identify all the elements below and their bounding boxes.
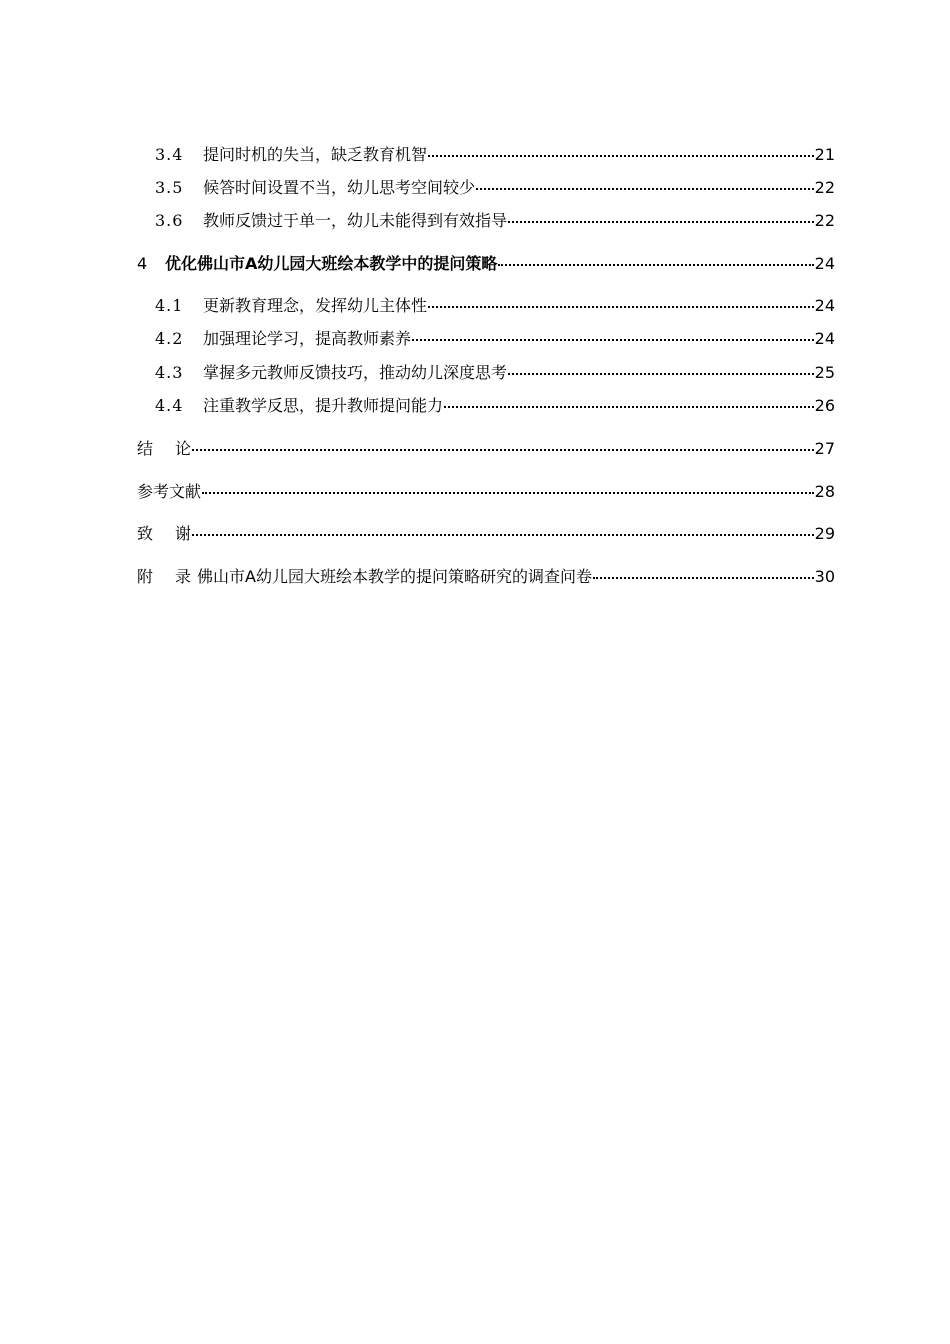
toc-entry-3-6[interactable] bbox=[155, 211, 835, 231]
toc-entry-title: 结论 bbox=[137, 439, 214, 458]
toc-entry-acknowledgements[interactable] bbox=[137, 524, 835, 544]
toc-entry-page: 28 bbox=[814, 482, 835, 501]
toc-entry-4-1[interactable] bbox=[155, 296, 835, 316]
toc-entry-page: 29 bbox=[814, 524, 835, 543]
toc-entry-page: 22 bbox=[814, 178, 835, 197]
toc-dot-leader bbox=[192, 449, 814, 451]
toc-entry-3-5[interactable] bbox=[155, 178, 835, 198]
toc-dot-leader bbox=[508, 373, 814, 375]
toc-dot-leader bbox=[192, 534, 814, 536]
toc-entry-page: 24 bbox=[814, 296, 835, 315]
toc-entry-page: 27 bbox=[814, 439, 835, 458]
toc-entry-chapter-4[interactable] bbox=[137, 254, 835, 274]
toc-entry-page: 21 bbox=[814, 145, 835, 164]
toc-entry-title: 致谢 bbox=[137, 524, 214, 543]
toc-entry-number: 3.5 bbox=[155, 178, 184, 197]
toc-dot-leader bbox=[444, 406, 814, 408]
toc-appendix-label: 附录 bbox=[137, 567, 214, 586]
toc-dot-leader bbox=[476, 188, 814, 190]
toc-entry-3-4[interactable] bbox=[155, 145, 835, 165]
toc-entry-number: 4.1 bbox=[155, 296, 184, 315]
toc-dot-leader bbox=[412, 339, 814, 341]
toc-entry-number: 4.2 bbox=[155, 329, 184, 348]
toc-entry-title: 掌握多元教师反馈技巧，推动幼儿深度思考 bbox=[203, 363, 508, 382]
toc-entry-page: 24 bbox=[814, 254, 835, 273]
toc-entry-4-3[interactable] bbox=[155, 363, 835, 383]
toc-entry-title: 参考文献 bbox=[137, 482, 202, 501]
toc-entry-4-4[interactable] bbox=[155, 396, 835, 416]
toc-entry-title: 注重教学反思，提升教师提问能力 bbox=[203, 396, 444, 415]
toc-dot-leader bbox=[202, 492, 814, 494]
toc-entry-appendix[interactable] bbox=[137, 567, 835, 587]
toc-entry-4-2[interactable] bbox=[155, 329, 835, 349]
toc-entry-number: 4 bbox=[137, 254, 148, 273]
toc-entry-references[interactable] bbox=[137, 482, 835, 502]
toc-entry-conclusion[interactable] bbox=[137, 439, 835, 459]
toc-entry-page: 25 bbox=[814, 363, 835, 382]
toc-entry-page: 22 bbox=[814, 211, 835, 230]
toc-entry-title: 优化佛山市A幼儿园大班绘本教学中的提问策略 bbox=[165, 254, 498, 273]
toc-entry-page: 30 bbox=[814, 567, 835, 586]
toc-entry-title: 教师反馈过于单一，幼儿未能得到有效指导 bbox=[203, 211, 508, 230]
toc-entry-number: 4.3 bbox=[155, 363, 184, 382]
toc-entry-title: 提问时机的失当，缺乏教育机智 bbox=[203, 145, 428, 164]
toc-dot-leader bbox=[428, 155, 814, 157]
toc-entry-number: 3.6 bbox=[155, 211, 184, 230]
toc-entry-title: 更新教育理念，发挥幼儿主体性 bbox=[203, 296, 428, 315]
toc-dot-leader bbox=[428, 306, 814, 308]
toc-entry-number: 4.4 bbox=[155, 396, 184, 415]
toc-dot-leader bbox=[508, 221, 814, 223]
toc-entry-number: 3.4 bbox=[155, 145, 184, 164]
toc-entry-page: 24 bbox=[814, 329, 835, 348]
toc-entry-title: 加强理论学习，提高教师素养 bbox=[203, 329, 412, 348]
toc-dot-leader bbox=[498, 264, 813, 266]
toc-entry-title: 候答时间设置不当，幼儿思考空间较少 bbox=[203, 178, 476, 197]
toc-dot-leader bbox=[593, 577, 814, 579]
toc-entry-title: 佛山市A幼儿园大班绘本教学的提问策略研究的调查问卷 bbox=[197, 567, 592, 586]
toc-entry-page: 26 bbox=[814, 396, 835, 415]
